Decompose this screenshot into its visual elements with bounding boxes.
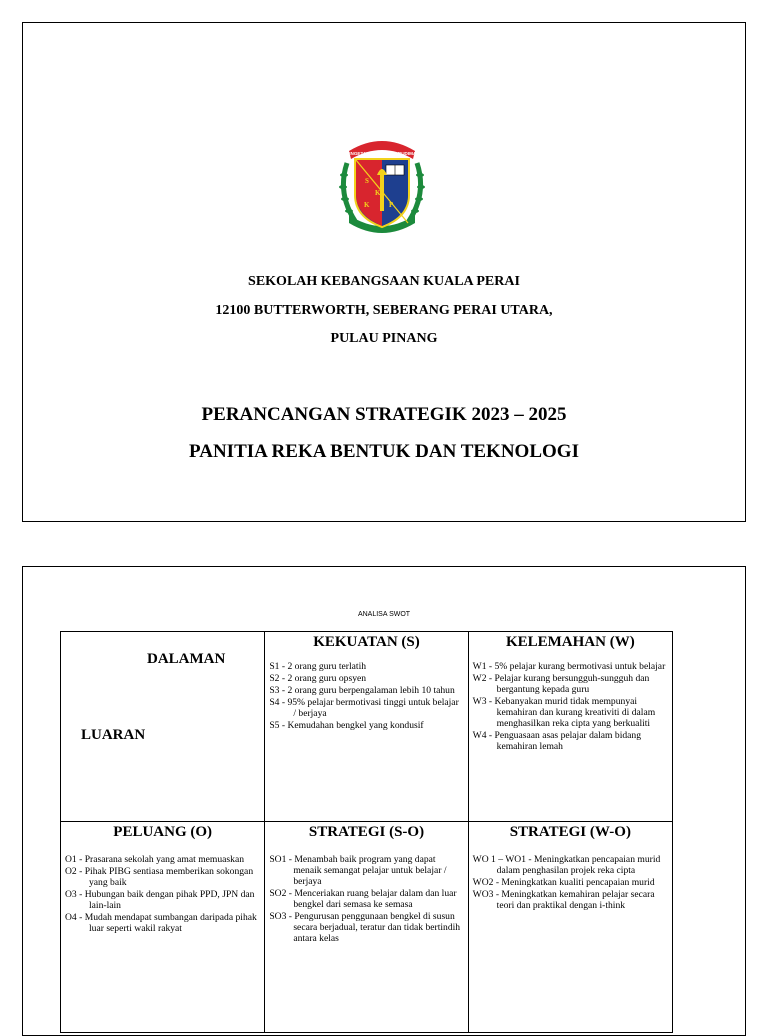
swot-table — [60, 631, 673, 1033]
list-item: S5 - Kemudahan bengkel yang kondusif — [269, 720, 424, 731]
external-label: LUARAN — [81, 727, 146, 743]
svg-text:K: K — [364, 201, 370, 209]
list-item: S2 - 2 orang guru opsyen — [269, 673, 367, 684]
school-address: 12100 BUTTERWORTH, SEBERANG PERAI UTARA, — [215, 303, 553, 318]
strengths-header: KEKUATAN (S) — [313, 634, 420, 650]
opportunities-list — [61, 854, 264, 934]
list-item: W4 - Penguasaan asas pelajar dalam bidang kemahiran lemah — [472, 730, 642, 752]
so-strategy-header: STRATEGI (S-O) — [308, 824, 425, 840]
list-item: W2 - Pelajar kurang bersungguh-sungguh dan bergantung kepada guru — [472, 673, 650, 695]
internal-label: DALAMAN — [147, 651, 226, 667]
so-strategy-cell — [265, 822, 468, 1033]
list-item: WO2 - Meningkatkan kualiti pencapaian murid — [472, 877, 655, 888]
panel-title: PANITIA REKA BENTUK DAN TEKNOLOGI — [189, 441, 579, 462]
strengths-cell — [265, 632, 468, 822]
school-state: PULAU PINANG — [330, 331, 438, 346]
list-item: O3 - Hubungan baik dengan pihak PPD, JPN dan lain-lain — [65, 889, 255, 911]
list-item: SO2 - Menceriakan ruang belajar dalam dan luar bengkel dari semasa ke semasa — [269, 888, 457, 910]
svg-text:S: S — [365, 177, 369, 185]
school-crest-logo — [335, 133, 429, 235]
wo-strategy-header: STRATEGI (W-O) — [509, 824, 631, 840]
list-item: W3 - Kebanyakan murid tidak mempunyai kemahiran dan kurang kreativiti di dalam menghasilkan reka cipta yang berkualiti — [472, 696, 656, 729]
list-item: O1 - Prasarana sekolah yang amat memuaskan — [65, 854, 245, 865]
weaknesses-list — [469, 661, 672, 752]
opportunities-cell — [61, 822, 265, 1033]
swot-corner-cell — [61, 632, 265, 822]
strengths-list — [265, 661, 467, 731]
cover-page — [22, 22, 746, 522]
svg-text:K: K — [375, 189, 381, 197]
so-strategy-list — [265, 854, 467, 944]
wo-strategy-list — [469, 854, 672, 911]
list-item: O2 - Pihak PIBG sentiasa memberikan sokongan yang baik — [65, 866, 254, 888]
list-item: S4 - 95% pelajar bermotivasi tinggi untuk belajar / berjaya — [269, 697, 459, 719]
wo-strategy-cell — [468, 822, 672, 1033]
list-item: O4 - Mudah mendapat sumbangan daripada pihak luar seperti wakil rakyat — [65, 912, 257, 934]
list-item: W1 - 5% pelajar kurang bermotivasi untuk belajar — [472, 661, 666, 672]
list-item: S3 - 2 orang guru berpengalaman lebih 10 tahun — [269, 685, 455, 696]
list-item: WO 1 – WO1 - Meningkatkan pencapaian murid dalam penghasilan projek reka cipta — [472, 854, 661, 876]
svg-text:PENGETAHUAN SULUH BUDIMAN: PENGETAHUAN SULUH BUDIMAN — [344, 151, 420, 156]
list-item: WO3 - Meningkatkan kemahiran pelajar secara teori dan praktikal dengan i-think — [472, 889, 655, 911]
plan-title: PERANCANGAN STRATEGIK 2023 – 2025 — [201, 404, 567, 425]
swot-title: ANALISA SWOT — [357, 611, 411, 618]
opportunities-header: PELUANG (O) — [113, 824, 213, 840]
weaknesses-header: KELEMAHAN (W) — [505, 634, 635, 650]
weaknesses-cell — [468, 632, 672, 822]
school-name: SEKOLAH KEBANGSAAN KUALA PERAI — [248, 274, 520, 289]
swot-page — [22, 566, 746, 1036]
list-item: SO3 - Pengurusan penggunaan bengkel di susun secara berjadual, teratur dan tidak bertindih antara kelas — [269, 911, 461, 944]
svg-text:P: P — [389, 201, 394, 209]
list-item: S1 - 2 orang guru terlatih — [269, 661, 367, 672]
list-item: SO1 - Menambah baik program yang dapat menaik semangat pelajar untuk belajar / berjaya — [269, 854, 447, 887]
